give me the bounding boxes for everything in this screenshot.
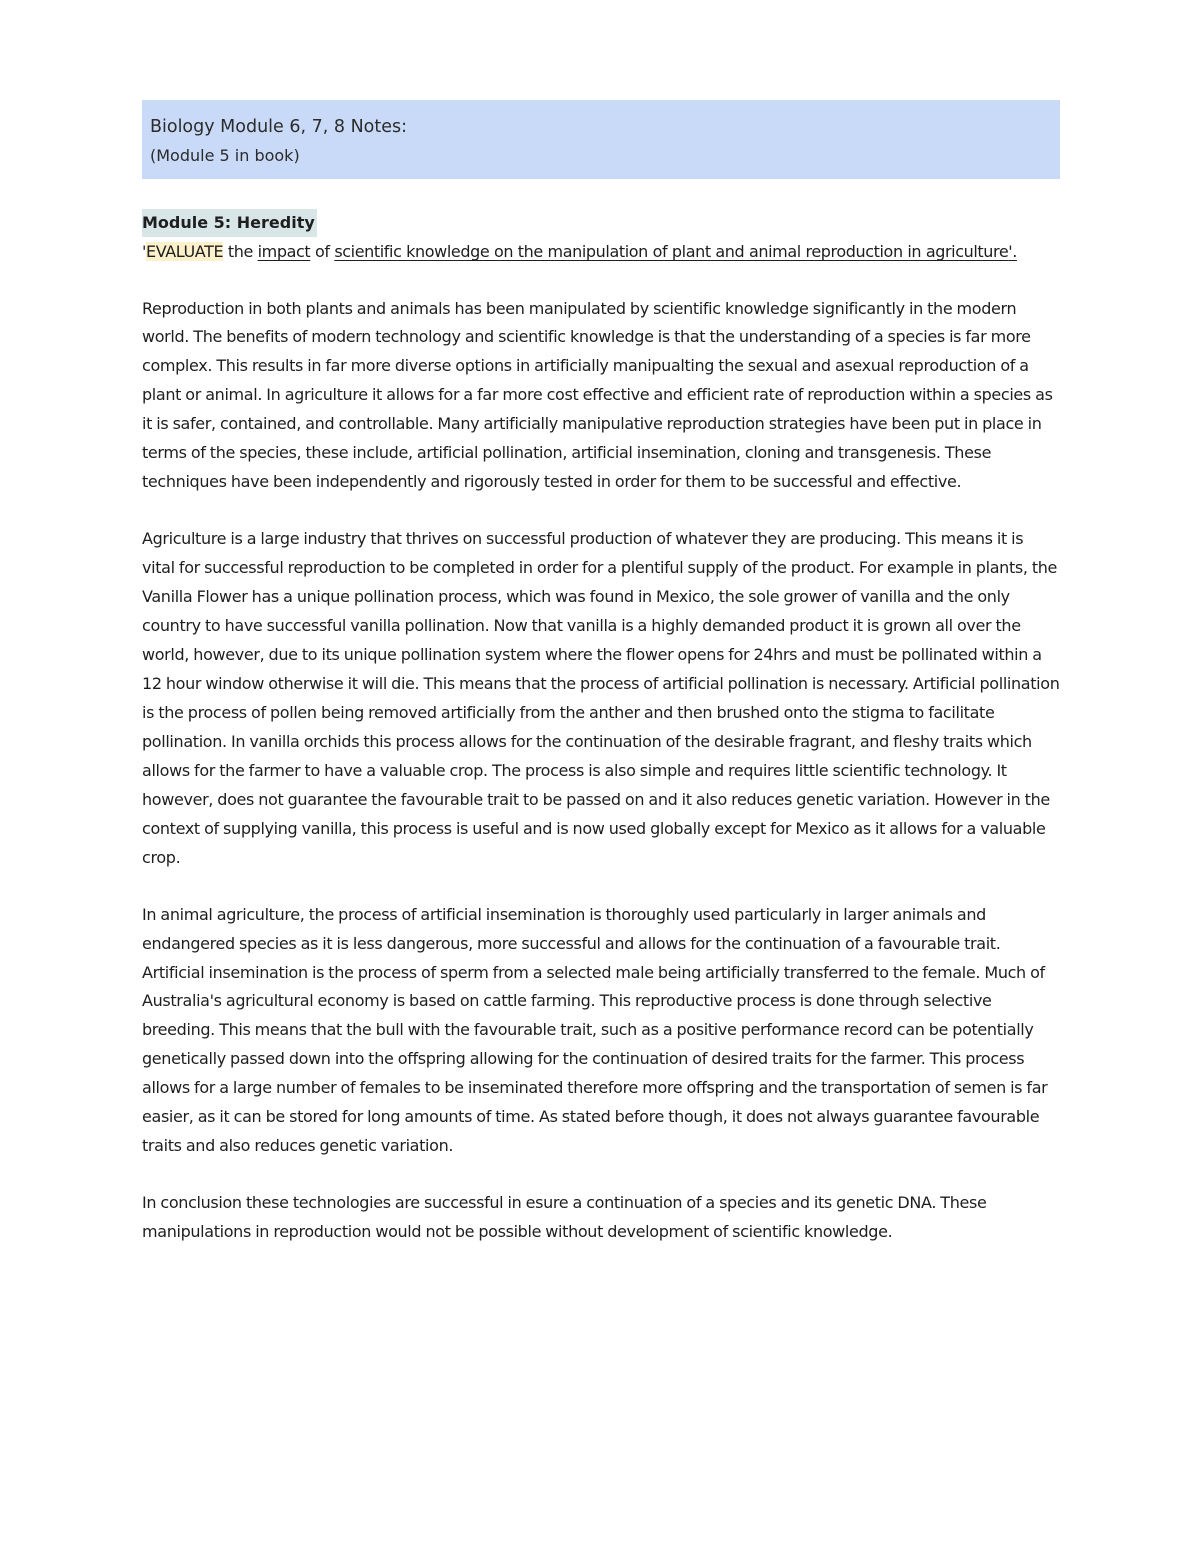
prompt-close: '. bbox=[1008, 242, 1017, 261]
document-subtitle: (Module 5 in book) bbox=[150, 146, 300, 165]
paragraph-conclusion: In conclusion these technologies are successful in esure a continuation of a species and its genetic DNA. These manipulations in reproduction would not be possible without development of scientific knowledge. bbox=[142, 1193, 987, 1242]
paragraph-intro: Reproduction in both plants and animals has been manipulated by scientific knowledge significantly in the modern world. The benefits of modern technology and scientific knowledge is that the understanding of a species is far more complex. This results in far more diverse options in artificially manipualting the sexual and asexual reproduction of a plant or animal. In agriculture it allows for a far more cost effective and efficient rate of reproduction within a species as it is safer, contained, and controllable. Many artificially manipulative reproduction strategies have been put in place in terms of the species, these include, artificial pollination, artificial insemination, cloning and transgenesis. These techniques have been independently and rigorously tested in order for them to be successful and effective. bbox=[142, 298, 1053, 492]
document-title: Biology Module 6, 7, 8 Notes: bbox=[150, 117, 408, 137]
syllabus-prompt bbox=[142, 238, 1060, 267]
prompt-impact: impact bbox=[257, 242, 311, 261]
prompt-verb: EVALUATE bbox=[146, 242, 224, 261]
document-page bbox=[142, 100, 1060, 1247]
paragraph-animals: In animal agriculture, the process of artificial insemination is thoroughly used particularly in larger animals and endangered species as it is less dangerous, more successful and allows for the continuation of a favourable trait. Artificial insemination is the process of sperm from a selected male being artificially transferred to the female. Much of Australia's agricultural economy is based on cattle farming. This reproductive process is done through selective breeding. This means that the bull with the favourable trait, such as a positive performance record can be potentially genetically passed down into the offspring allowing for the continuation of desired traits for the farmer. This process allows for a large number of females to be inseminated therefore more offspring and the transportation of semen is far easier, as it can be stored for long amounts of time. As stated before though, it does not always guarantee favourable traits and also reduces genetic variation. bbox=[142, 904, 1048, 1156]
module-heading-row bbox=[142, 209, 1060, 237]
prompt-of: of bbox=[310, 242, 335, 261]
prompt-topic bbox=[334, 242, 1017, 261]
module-heading: Module 5: Heredity bbox=[142, 209, 317, 237]
prompt-topic-text: scientific knowledge on the manipulation of plant and animal reproduction in agriculture bbox=[334, 242, 1009, 261]
title-banner bbox=[142, 100, 1060, 179]
paragraph-plants: Agriculture is a large industry that thrives on successful production of whatever they are producing. This means it is vital for successful reproduction to be completed in order for a plentiful supply of the product. For example in plants, the Vanilla Flower has a unique pollination process, which was found in Mexico, the sole grower of vanilla and the only country to have successful vanilla pollination. Now that vanilla is a highly demanded product it is grown all over the world, however, due to its unique pollination system where the flower opens for 24hrs and must be pollinated within a 12 hour window otherwise it will die. This means that the process of artificial pollination is necessary. Artificial pollination is the process of pollen being removed artificially from the anther and then brushed onto the stigma to facilitate pollination. In vanilla orchids this process allows for the continuation of the desirable fragrant, and fleshy traits which allows for the farmer to have a valuable crop. The process is also simple and requires little scientific technology. It however, does not guarantee the favourable trait to be passed on and it also reduces genetic variation. However in the context of supplying vanilla, this process is useful and is now used globally except for Mexico as it allows for a valuable crop. bbox=[142, 529, 1060, 867]
prompt-open-quote: ' bbox=[142, 242, 146, 261]
prompt-the: the bbox=[223, 242, 258, 261]
